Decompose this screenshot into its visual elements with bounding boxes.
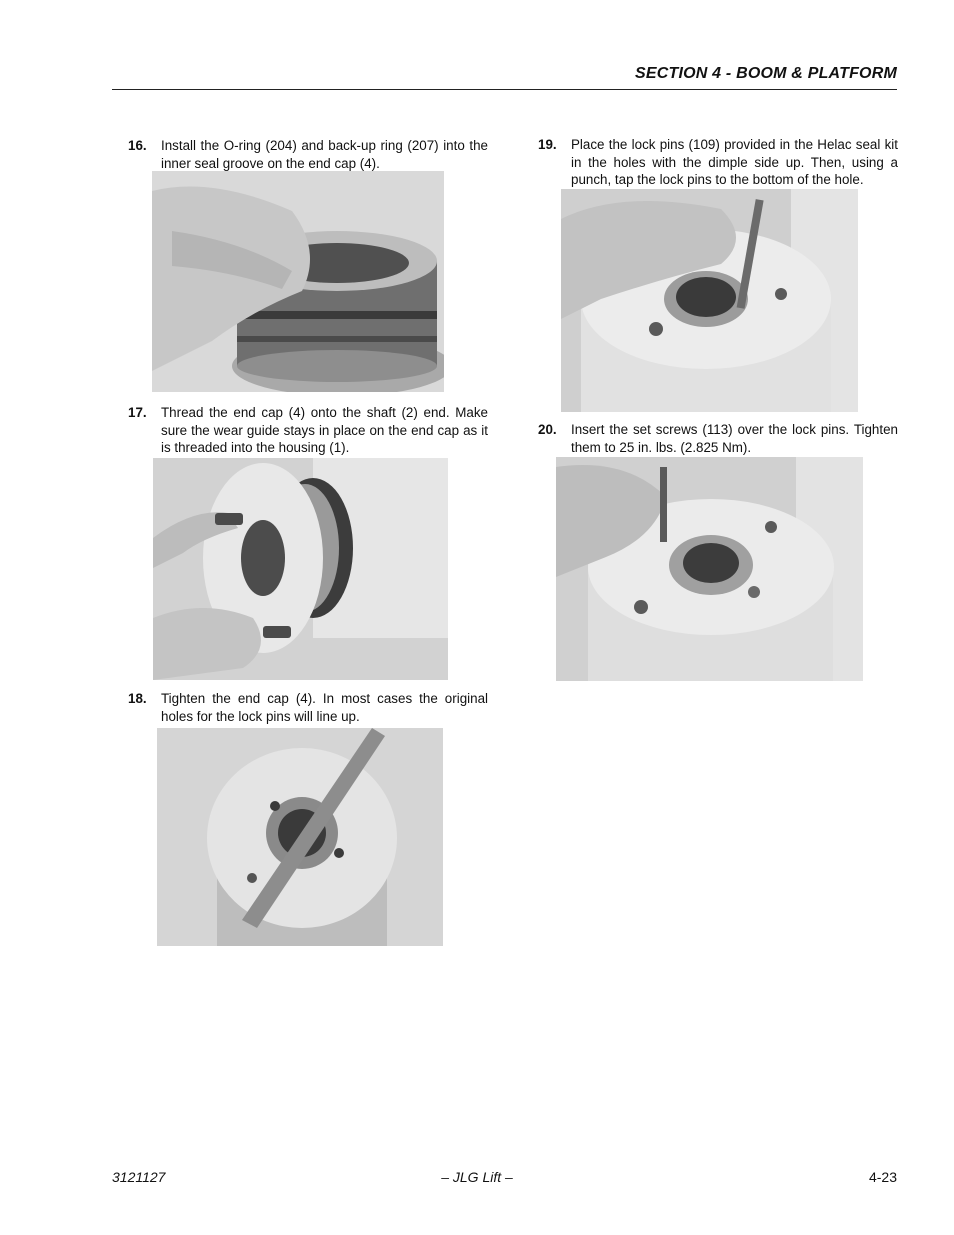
section-title: SECTION 4 - BOOM & PLATFORM — [635, 65, 897, 82]
header-rule — [112, 89, 897, 90]
step-number: 18. — [128, 691, 147, 706]
step-text: Thread the end cap (4) onto the shaft (2) end. Make sure the wear guide stays in place on the end cap as it is threaded into the housing (1). — [161, 405, 488, 455]
photo-set-screws — [556, 457, 863, 681]
photo-lock-pins — [561, 189, 858, 412]
photo-tighten-end-cap — [157, 728, 443, 946]
step-number: 17. — [128, 405, 147, 420]
doc-number: 3121127 — [112, 1169, 166, 1185]
step-text: Place the lock pins (109) provided in the Helac seal kit in the holes with the dimple side up. Then, using a punch, tap the lock pins to the bottom of the hole. — [571, 137, 898, 187]
step-number: 16. — [128, 138, 147, 153]
step-text: Tighten the end cap (4). In most cases the original holes for the lock pins will line up. — [161, 691, 488, 724]
step-text: Insert the set screws (113) over the lock pins. Tighten them to 25 in. lbs. (2.825 Nm). — [571, 422, 898, 455]
footer-brand: – JLG Lift – — [441, 1169, 513, 1185]
step-number: 20. — [538, 422, 557, 437]
photo-thread-end-cap — [153, 458, 448, 680]
page-number: 4-23 — [868, 1169, 897, 1185]
step-text: Install the O-ring (204) and back-up ring (207) into the inner seal groove on the end cap (4). — [161, 138, 488, 171]
photo-oring-install — [152, 171, 444, 392]
step-number: 19. — [538, 137, 557, 152]
